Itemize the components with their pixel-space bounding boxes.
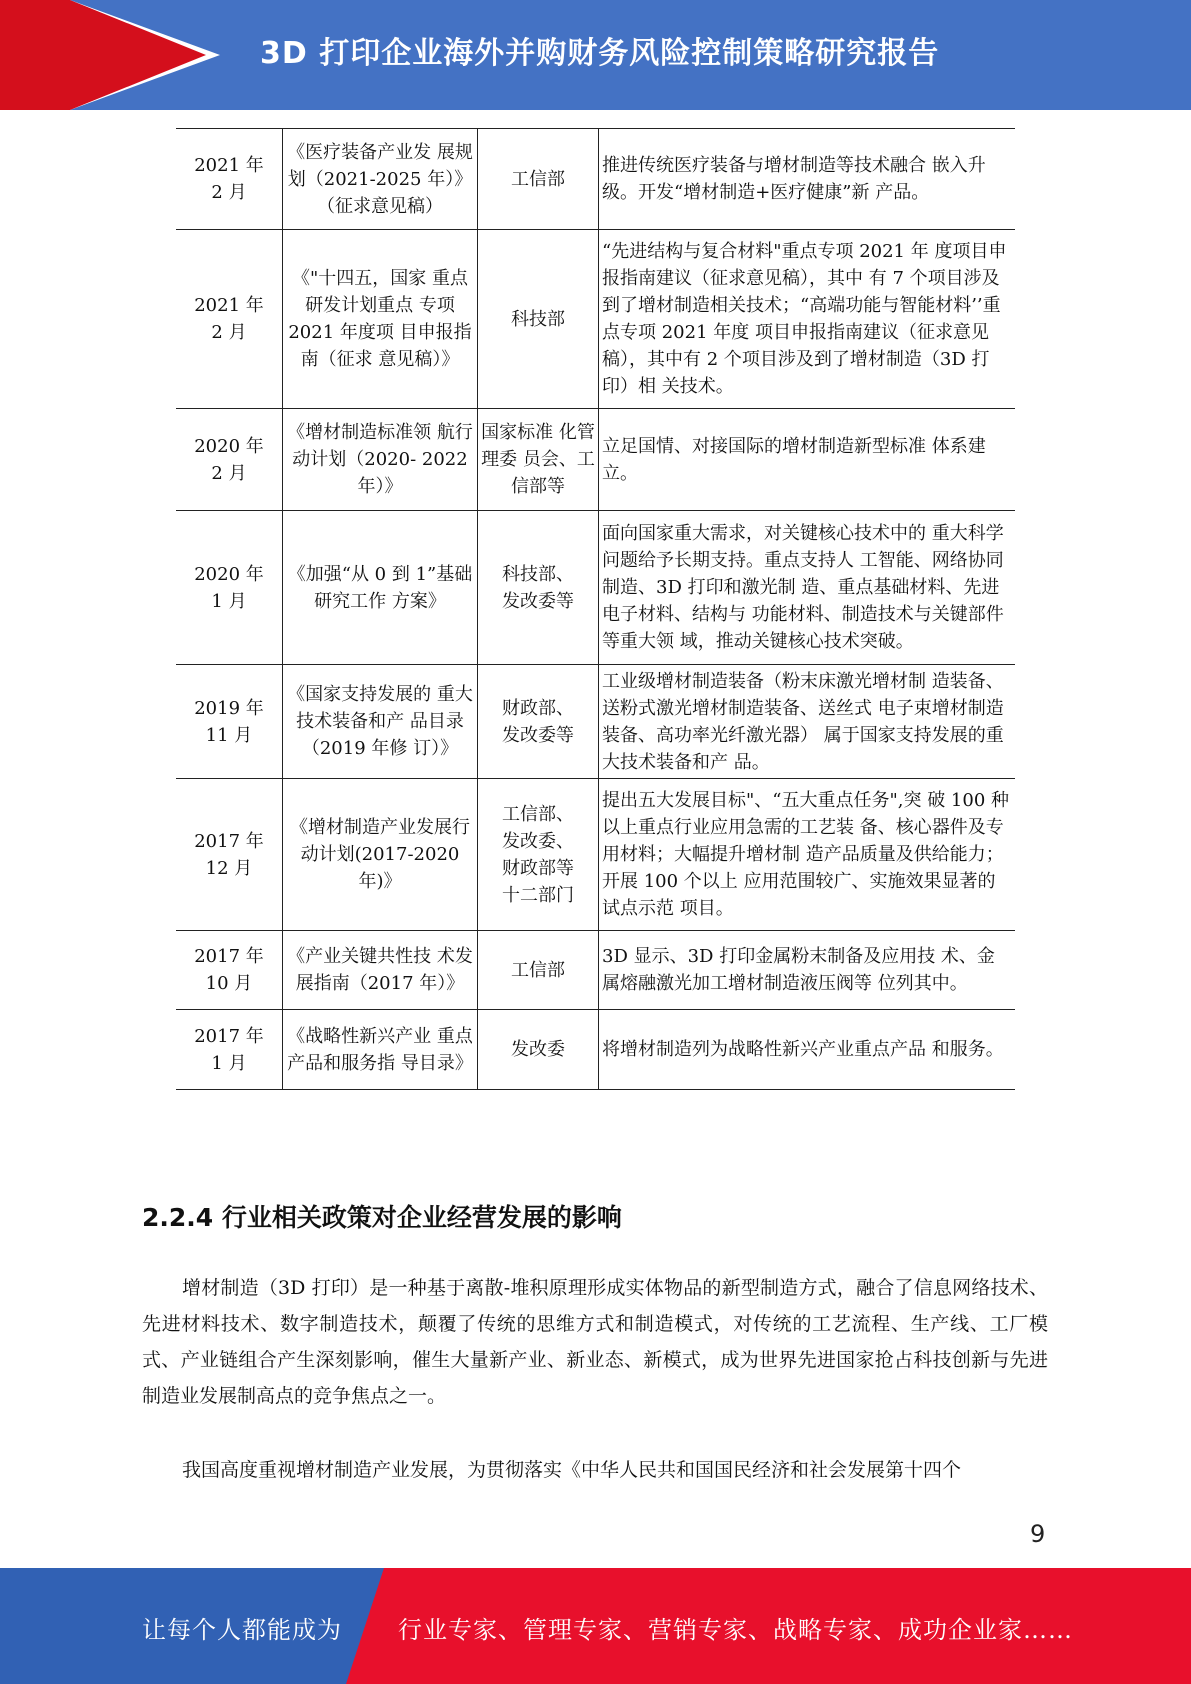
policy-dept-cell: 工信部 <box>478 129 599 230</box>
footer-slogan-right: 行业专家、管理专家、营销专家、战略专家、成功企业家…… <box>398 1616 1073 1644</box>
body-paragraph: 我国高度重视增材制造产业发展，为贯彻落实《中华人民共和国国民经济和社会发展第十四个 <box>182 1459 962 1481</box>
table-row <box>176 409 1015 511</box>
policy-dept-cell: 财政部、 发改委等 <box>478 665 599 779</box>
policy-dept-cell: 科技部 <box>478 230 599 409</box>
table-row <box>176 779 1015 931</box>
table-row <box>176 230 1015 409</box>
policy-date-cell: 2017 年 12 月 <box>176 779 283 931</box>
page-header-banner <box>0 0 1191 110</box>
policy-name-cell: 《产业关键共性技 术发展指南（2017 年）》 <box>283 931 478 1010</box>
policy-date-cell: 2021 年 2 月 <box>176 129 283 230</box>
table-row <box>176 1010 1015 1090</box>
policy-desc-cell: “先进结构与复合材料"重点专项 2021 年 度项目申报指南建议（征求意见稿），其中 有 7 个项目涉及到了增材制造相关技术；“高端功能与智能材料’’重点专项 2021 年度 项目申报指南建议（征求意见稿），其中有 2 个项目涉及到了增材制造（3D 打印）相 关技术。 <box>599 230 1016 409</box>
policy-name-cell: 《医疗装备产业发 展规划（2021-2025 年）》（征求意见稿） <box>283 129 478 230</box>
policy-name-cell: 《加强“从 0 到 1”基础研究工作 方案》 <box>283 511 478 665</box>
table-row <box>176 511 1015 665</box>
footer-blue-slant <box>346 1568 384 1684</box>
page-number: 9 <box>1030 1520 1046 1548</box>
table-row <box>176 931 1015 1010</box>
policy-date-cell: 2019 年 11 月 <box>176 665 283 779</box>
policy-name-cell: 《战略性新兴产业 重点产品和服务指 导目录》 <box>283 1010 478 1090</box>
header-red-block <box>0 0 70 110</box>
section-heading: 2.2.4 行业相关政策对企业经营发展的影响 <box>142 1203 622 1232</box>
policy-desc-cell: 提出五大发展目标"、“五大重点任务",突 破 100 种以上重点行业应用急需的工艺装 备、核心器件及专用材料；大幅提升增材制 造产品质量及供给能力；开展 100 个以上 应用范围较广、实施效果显著的试点示范 项目。 <box>599 779 1016 931</box>
policy-table <box>176 128 1015 1090</box>
policy-desc-cell: 3D 显示、3D 打印金属粉末制备及应用技 术、金属熔融激光加工增材制造液压阀等 位列其中。 <box>599 931 1016 1010</box>
footer-slogan-left: 让每个人都能成为 <box>142 1616 342 1644</box>
policy-name-cell: 《"十四五，国家 重点研发计划重点 专项 2021 年度项 目申报指南（征求 意见稿）》 <box>283 230 478 409</box>
policy-dept-cell: 科技部、 发改委等 <box>478 511 599 665</box>
policy-date-cell: 2020 年 2 月 <box>176 409 283 511</box>
policy-desc-cell: 推进传统医疗装备与增材制造等技术融合 嵌入升级。开发“增材制造+医疗健康”新 产品。 <box>599 129 1016 230</box>
policy-desc-cell: 将增材制造列为战略性新兴产业重点产品 和服务。 <box>599 1010 1016 1090</box>
policy-date-cell: 2020 年 1 月 <box>176 511 283 665</box>
body-paragraph: 增材制造（3D 打印）是一种基于离散-堆积原理形成实体物品的新型制造方式，融合了信息网络技术、先进材料技术、数字制造技术，颠覆了传统的思维方式和制造模式，对传统的工艺流程、生产线、工厂模式、产业链组合产生深刻影响，催生大量新产业、新业态、新模式，成为世界先进国家抢占科技创新与先进制造业发展制高点的竞争焦点之一。 <box>142 1277 1048 1407</box>
policy-desc-cell: 面向国家重大需求，对关键核心技术中的 重大科学问题给予长期支持。重点支持人 工智能、网络协同制造、3D 打印和激光制 造、重点基础材料、先进电子材料、结构与 功能材料、制造技术与关键部件等重大领 域，推动关键核心技术突破。 <box>599 511 1016 665</box>
policy-dept-cell: 国家标准 化管理委 员会、工 信部等 <box>478 409 599 511</box>
policy-name-cell: 《增材制造产业发展行动计划(2017-2020 年)》 <box>283 779 478 931</box>
policy-date-cell: 2021 年 2 月 <box>176 230 283 409</box>
report-title: 3D 打印企业海外并购财务风险控制策略研究报告 <box>260 36 940 71</box>
table-row <box>176 665 1015 779</box>
policy-dept-cell: 发改委 <box>478 1010 599 1090</box>
header-arrow-icon <box>70 0 206 110</box>
policy-dept-cell: 工信部、 发改委、 财政部等 十二部门 <box>478 779 599 931</box>
policy-name-cell: 《国家支持发展的 重大技术装备和产 品目录（2019 年修 订）》 <box>283 665 478 779</box>
policy-dept-cell: 工信部 <box>478 931 599 1010</box>
policy-desc-cell: 工业级增材制造装备（粉末床激光增材制 造装备、送粉式激光增材制造装备、送丝式 电子束增材制造装备、高功率光纤激光器） 属于国家支持发展的重大技术装备和产 品。 <box>599 665 1016 779</box>
policy-name-cell: 《增材制造标准领 航行动计划（2020- 2022 年）》 <box>283 409 478 511</box>
page-footer-banner <box>0 1568 1191 1684</box>
policy-desc-cell: 立足国情、对接国际的增材制造新型标准 体系建立。 <box>599 409 1016 511</box>
table-row <box>176 129 1015 230</box>
policy-date-cell: 2017 年 10 月 <box>176 931 283 1010</box>
policy-date-cell: 2017 年 1 月 <box>176 1010 283 1090</box>
